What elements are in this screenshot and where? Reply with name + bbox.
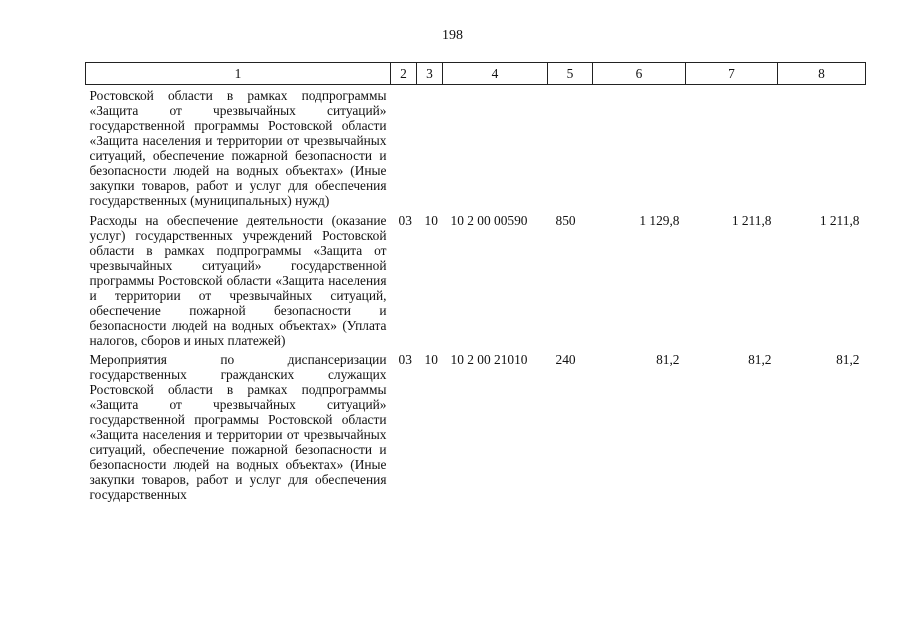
- cell-section: 03: [398, 213, 412, 228]
- cell-subsection: 10: [424, 213, 438, 228]
- page-number: 198: [442, 28, 463, 43]
- cell-amount-2: 1 211,8: [731, 213, 772, 228]
- cell-amount-1: 1 129,8: [639, 213, 680, 228]
- column-header-5: 5: [548, 63, 593, 85]
- cell-subsection: [417, 85, 443, 211]
- cell-target-code: 10 2 00 21010: [450, 352, 528, 367]
- column-header-6: 6: [593, 63, 686, 85]
- column-header-8: 8: [778, 63, 866, 85]
- column-header-3: 3: [417, 63, 443, 85]
- cell-amount-2: 81,2: [748, 352, 772, 367]
- cell-expense-type: [548, 85, 593, 211]
- row-description: Расходы на обеспечение деятельности (оказание услуг) государственных учреждений Ростовской области в рамках подпрограммы «Защита от чрезвычайных ситуаций» государственной программы Ростовской области «Защита населения и территории от чрезвычайных ситуаций, обеспечение пожарной безопасности и безопасности людей на водных объектах» (Уплата налогов, сборов и иных платежей): [89, 213, 387, 348]
- cell-amount-3: 1 211,8: [819, 213, 860, 228]
- header-row: [86, 63, 866, 85]
- cell-section: 03: [398, 352, 412, 367]
- row-description: Мероприятия по диспансеризации государственных гражданских служащих Ростовской области в рамках подпрограммы «Защита от чрезвычайных ситуаций» государственной программы Ростовской области «Защита населения и территории от чрезвычайных ситуаций, обеспечение пожарной безопасности и безопасности людей на водных объектах» (Иные закупки товаров, работ и услуг для обеспечения государственных: [89, 352, 387, 502]
- cell-target-code: [443, 85, 548, 211]
- row-description: Ростовской области в рамках подпрограммы «Защита от чрезвычайных ситуаций» государственной программы Ростовской области «Защита населения и территории от чрезвычайных ситуаций, обеспечение пожарной безопасности и безопасности людей на водных объектах» (Иные закупки товаров, работ и услуг для обеспечения государственных (муниципальных) нужд): [89, 88, 387, 208]
- table-row: [86, 210, 866, 352]
- column-header-4: 4: [443, 63, 548, 85]
- column-header-7: 7: [686, 63, 778, 85]
- cell-amount-1: [593, 85, 686, 211]
- budget-table: [85, 62, 866, 504]
- cell-amount-3: 81,2: [836, 352, 860, 367]
- cell-target-code: 10 2 00 00590: [450, 213, 528, 228]
- cell-amount-2: [686, 85, 778, 211]
- column-header-2: 2: [391, 63, 417, 85]
- table-row: [86, 85, 866, 211]
- cell-expense-type: 240: [555, 352, 576, 367]
- table-row: [86, 352, 866, 504]
- cell-section: [391, 85, 417, 211]
- cell-amount-3: [778, 85, 866, 211]
- cell-subsection: 10: [424, 352, 438, 367]
- column-header-1: 1: [86, 63, 391, 85]
- cell-amount-1: 81,2: [656, 352, 680, 367]
- cell-expense-type: 850: [555, 213, 576, 228]
